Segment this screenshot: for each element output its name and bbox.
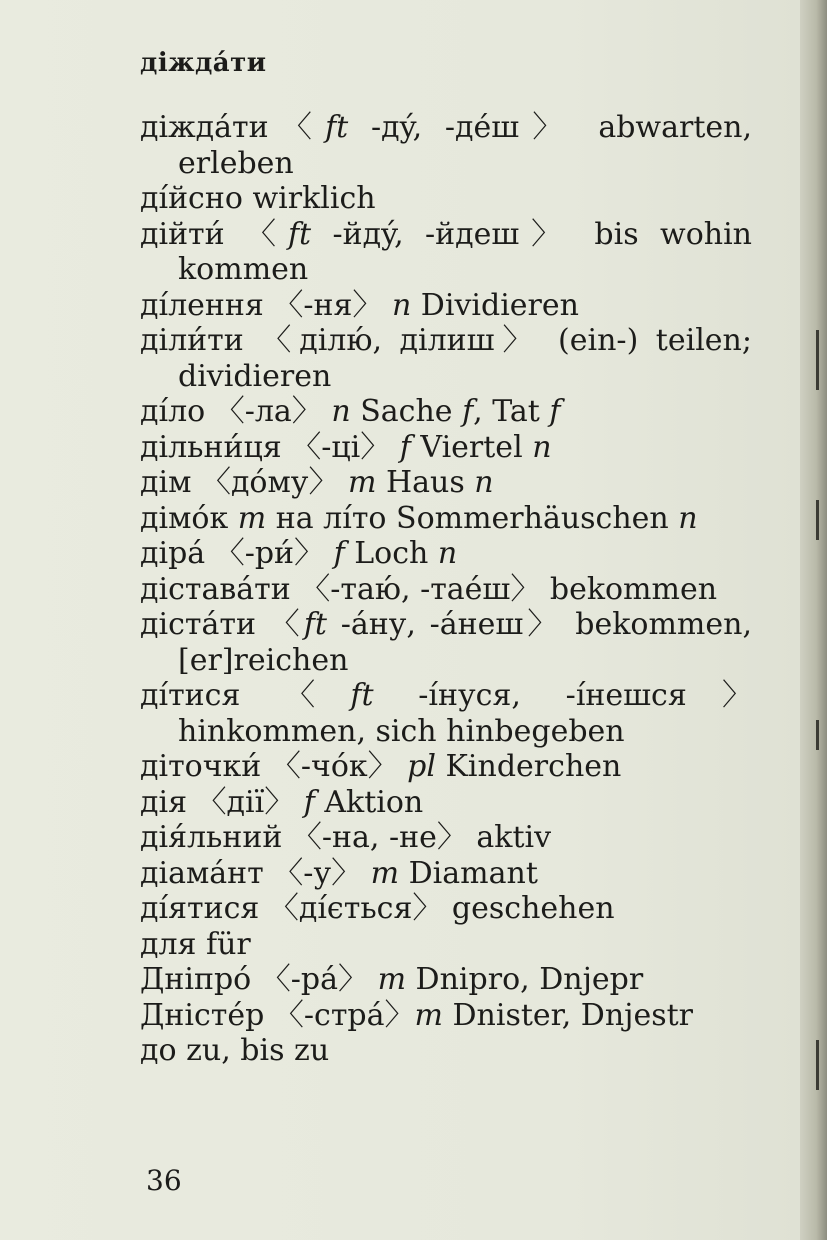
dictionary-entry	[140, 820, 752, 856]
entry-text: 〈	[268, 110, 326, 145]
entry-text: 〈-таю́, -таéш〉 bekommen	[290, 571, 718, 607]
dictionary-entry	[140, 962, 752, 998]
entry-text: 〈	[255, 607, 304, 642]
entry-headword: дільни́ця	[140, 429, 282, 465]
dictionary-entry	[140, 394, 752, 430]
grammar-label: n	[437, 536, 458, 571]
entry-headword: до	[140, 1033, 177, 1068]
grammar-label: ft	[303, 607, 327, 642]
entry-headword: дім	[140, 465, 192, 500]
entry-headword: дíло	[140, 394, 206, 429]
entry-text: Dividieren	[411, 287, 579, 323]
running-head: діждáти	[140, 48, 267, 78]
dictionary-entry	[140, 1033, 752, 1069]
grammar-label: f	[333, 536, 345, 571]
grammar-label: n	[474, 465, 494, 500]
entry-text: 〈-у〉	[263, 855, 371, 891]
entry-text: 〈-ла〉	[205, 394, 332, 429]
entry-text: 〈	[240, 678, 351, 713]
dictionary-entry	[140, 891, 752, 927]
entry-text: zu, bis zu	[176, 1033, 330, 1068]
entry-text: für	[196, 926, 251, 962]
grammar-label: m	[237, 500, 267, 536]
grammar-label: n	[678, 500, 698, 536]
dictionary-entry	[140, 323, 752, 394]
grammar-label: m	[414, 997, 443, 1033]
grammar-label: n	[331, 394, 351, 429]
grammar-label: n	[532, 429, 552, 465]
entry-text: Sache	[350, 394, 463, 429]
grammar-label: f	[549, 394, 561, 429]
grammar-label: f	[303, 784, 315, 820]
dictionary-entry	[140, 181, 752, 217]
entry-headword: дíйсно	[140, 181, 243, 216]
dictionary-entry	[140, 607, 752, 678]
entry-headword: діамáнт	[140, 855, 264, 891]
entry-text: Kinderchen	[435, 749, 622, 784]
entry-text: 〈-ня〉	[263, 287, 392, 323]
entry-headword: дійти́	[140, 216, 225, 252]
entry-text: 〈-стрá〉	[264, 997, 415, 1033]
entry-headword: діточки́	[140, 749, 262, 784]
dictionary-entry	[140, 465, 752, 501]
entry-headword: дíтися	[140, 678, 241, 713]
entry-text: 〈	[224, 216, 288, 252]
entry-text: -íнуся, -íнешся〉 hinkommen, sich hinbegeben	[178, 678, 752, 749]
entry-headword: дíятися	[140, 891, 260, 926]
grammar-label: ft	[287, 216, 312, 252]
entry-text: 〈-чóк〉	[261, 749, 408, 784]
grammar-label: ft	[325, 110, 349, 145]
entry-text: wirklich	[242, 181, 376, 216]
entry-text: на лíто Sommerhäuschen	[266, 500, 679, 536]
grammar-label: m	[377, 962, 407, 997]
entry-text: Dnister, Dnjestr	[442, 997, 694, 1033]
dictionary-entry	[140, 998, 752, 1034]
binding-shadow	[816, 500, 819, 540]
grammar-label: pl	[407, 749, 436, 784]
grammar-label: n	[391, 287, 412, 323]
entry-headword: Дністéр	[140, 997, 265, 1033]
entry-text: 〈-ри́〉	[205, 536, 334, 571]
entry-text: 〈-на, -не〉 aktiv	[282, 820, 552, 855]
dictionary-entry	[140, 856, 752, 892]
entry-headword: дірá	[140, 536, 206, 571]
dictionary-entry	[140, 217, 752, 288]
dictionary-entry	[140, 785, 752, 821]
dictionary-entry	[140, 501, 752, 537]
dictionary-entry	[140, 110, 752, 181]
entry-headword: діждáти	[140, 110, 269, 145]
entry-text: Aktion	[314, 784, 424, 820]
entry-headword: дістáти	[140, 607, 256, 642]
entry-text: 〈-ці〉	[281, 429, 400, 465]
entry-headword: дімóк	[140, 500, 229, 536]
dictionary-entry	[140, 927, 752, 963]
entry-text: , Tat	[473, 394, 550, 429]
grammar-label: ft	[350, 678, 374, 713]
entry-headword: Дніпрó	[140, 962, 252, 997]
entry-headword: діли́ти	[140, 323, 244, 358]
entry-headword: дíлення	[140, 287, 264, 323]
page-number: 36	[146, 1164, 182, 1197]
dictionary-entry	[140, 678, 752, 749]
entry-text: 〈дóму〉	[191, 465, 348, 500]
entry-text: -áну, -áнеш〉 bekommen, [er]reichen	[178, 607, 752, 678]
entry-headword: дія́льний	[140, 820, 283, 855]
entry-text: Loch	[344, 536, 438, 571]
dictionary-entry	[140, 536, 752, 572]
grammar-label: f	[462, 394, 474, 429]
entry-text: Dnipro, Dnjepr	[406, 962, 644, 997]
entry-text: Haus	[376, 465, 475, 500]
binding-shadow	[816, 720, 819, 750]
grammar-label: m	[348, 465, 377, 500]
entry-list	[140, 110, 752, 1069]
entry-text	[228, 501, 238, 536]
dictionary-entry	[140, 430, 752, 466]
dictionary-entry	[140, 749, 752, 785]
dictionary-entry	[140, 288, 752, 324]
entry-text: 〈-рá〉	[251, 962, 378, 997]
entry-headword: для	[140, 926, 197, 962]
entry-text: 〈ділю́, ділиш〉 (ein-) teilen; dividieren	[178, 323, 752, 394]
binding-shadow	[816, 330, 819, 390]
binding-shadow	[816, 1040, 819, 1090]
entry-text: Viertel	[410, 429, 533, 465]
dictionary-entry	[140, 572, 752, 608]
entry-headword: дія	[140, 784, 187, 820]
book-binding-edge	[800, 0, 827, 1240]
entry-text: -йдý, -йдеш〉 bis wohin kommen	[178, 216, 752, 287]
grammar-label: f	[399, 429, 411, 465]
entry-headword: діставáти	[140, 571, 291, 607]
entry-text: -дý, -дéш〉 abwarten, erleben	[178, 110, 752, 181]
entry-text: 〈дíється〉 geschehen	[259, 891, 615, 926]
entry-text: Diamant	[399, 855, 538, 891]
entry-text: 〈дії〉	[187, 784, 304, 820]
grammar-label: m	[370, 855, 400, 891]
